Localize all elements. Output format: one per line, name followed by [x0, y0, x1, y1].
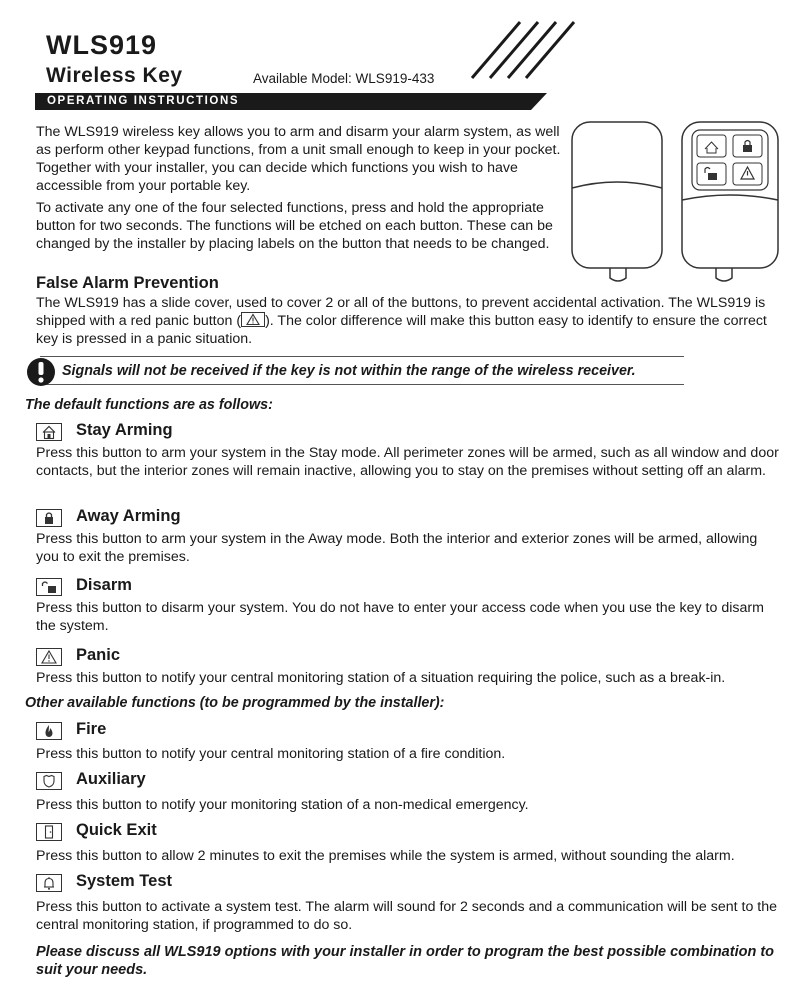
warning-triangle-icon: [36, 648, 62, 666]
intro-paragraph-1: The WLS919 wireless key allows you to arm and disarm your alarm system, as well as perform other keypad functions, from a unit small enough to keep in your pocket. Together with your installer, you can decide which functions you wish to have accessible from your portable key.: [36, 124, 561, 194]
stay-arming-title: Stay Arming: [76, 421, 173, 439]
system-test-title: System Test: [76, 872, 172, 890]
disarm-title: Disarm: [76, 576, 132, 594]
shield-icon: [36, 772, 62, 790]
fire-desc: Press this button to notify your central monitoring station of a fire condition.: [36, 746, 506, 762]
other-functions-heading: Other available functions (to be programmed by the installer):: [25, 695, 445, 711]
away-arming-desc: Press this button to arm your system in the Away mode. Both the interior and exterior zones will be armed, allowing you to exit the premises.: [36, 531, 758, 565]
auxiliary-desc: Press this button to notify your monitoring station of a non-medical emergency.: [36, 797, 529, 813]
product-title: WLS919: [46, 30, 158, 60]
stay-arming-desc: Press this button to arm your system in the Stay mode. All perimeter zones will be armed, such as all window and door contacts, but the interior zones will remain inactive, allowing you to stay on the premises without setting off an alarm.: [36, 445, 779, 479]
false-alarm-text-before: The WLS919 has a slide cover, used to cover 2 or all of the buttons, to prevent accidental activation. The WLS919 is shipped with a red panic button (: [36, 295, 766, 329]
intro-paragraph-2: To activate any one of the four selected functions, press and hold the appropriate button for two seconds. The functions will be etched on each button. These can be changed by the installer by placing labels on the button that needs to be changed.: [36, 200, 553, 252]
exclamation-icon: [26, 357, 56, 387]
unlock-icon: [36, 578, 62, 596]
closing-note: Please discuss all WLS919 options with your installer in order to program the best possible combination to suit your needs.: [36, 944, 775, 978]
quick-exit-desc: Press this button to allow 2 minutes to exit the premises while the system is armed, without sounding the alarm.: [36, 848, 735, 864]
warning-top-rule: [40, 356, 684, 357]
panic-title: Panic: [76, 646, 121, 664]
bell-icon: [36, 874, 62, 892]
header-stripes-graphic: [466, 18, 578, 82]
warning-triangle-icon: [241, 312, 265, 327]
false-alarm-heading: False Alarm Prevention: [36, 274, 219, 292]
lock-icon: [36, 509, 62, 527]
disarm-desc: Press this button to disarm your system. You do not have to enter your access code when you use the key to disarm the system.: [36, 600, 764, 634]
panic-desc: Press this button to notify your central monitoring station of a situation requiring the police, such as a break-in.: [36, 670, 726, 686]
range-warning: Signals will not be received if the key is not within the range of the wireless receiver.: [62, 363, 636, 379]
default-functions-heading: The default functions are as follows:: [25, 397, 273, 413]
false-alarm-text-after: ). The color difference will make this button easy to identify to ensure the correct key is pressed in a panic situation.: [36, 313, 767, 347]
house-icon: [36, 423, 62, 441]
banner-label: OPERATING INSTRUCTIONS: [47, 95, 240, 107]
system-test-desc: Press this button to activate a system test. The alarm will sound for 2 seconds and a communication will be sent to the central monitoring station, if programmed to do so.: [36, 899, 778, 933]
away-arming-title: Away Arming: [76, 507, 181, 525]
auxiliary-title: Auxiliary: [76, 770, 146, 788]
false-alarm-paragraph: [36, 294, 781, 348]
quick-exit-title: Quick Exit: [76, 821, 157, 839]
available-model: Available Model: WLS919-433: [253, 71, 435, 86]
warning-bottom-rule: [40, 384, 684, 385]
product-subtitle: Wireless Key: [46, 64, 183, 87]
fire-title: Fire: [76, 720, 107, 738]
wireless-key-illustration: [566, 118, 784, 282]
door-icon: [36, 823, 62, 841]
flame-icon: [36, 722, 62, 740]
